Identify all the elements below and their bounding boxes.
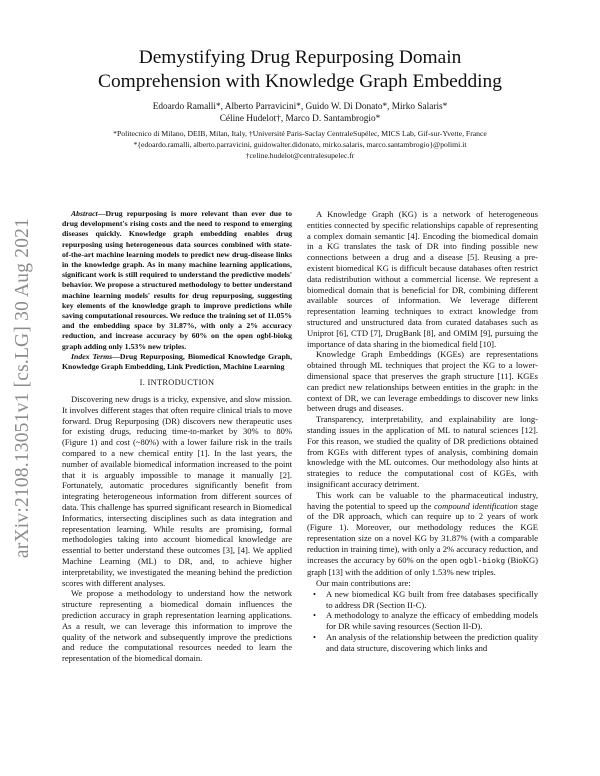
emphasis-text: compound identification — [434, 500, 518, 511]
title-line-1: Demystifying Drug Repurposing Domain — [138, 47, 462, 68]
list-item: • A methodology to analyze the efficacy of embedding models for DR while saving resources (Section II-D). — [307, 610, 538, 632]
title-line-2: Comprehension with Knowledge Graph Embedding — [98, 71, 502, 92]
affiliation-email-2: †celine.hudelot@centralesupelec.fr — [245, 151, 355, 160]
abstract-label: Abstract — [71, 209, 98, 218]
authors-line-2: Céline Hudelot†, Marco D. Santambrogio* — [219, 114, 381, 124]
affiliations — [0, 128, 600, 161]
left-column — [62, 209, 292, 664]
affiliation-line-1: *Politecnico di Milano, DEIB, Milan, Italy, †Université Paris-Saclay CentraleSupélec, MICS Lab, Gif-sur-Yvette, France — [113, 129, 487, 138]
index-terms-label: Index Terms — [71, 351, 113, 361]
abstract — [62, 209, 292, 352]
index-terms-text: —Drug Repurposing, Biomedical Knowledge Graph, Knowledge Graph Embedding, Link Prediction, Machine Learning — [62, 351, 293, 372]
right-column — [307, 209, 538, 654]
paragraph: We propose a methodology to understand how the network structure representing a biomedical domain influences the prediction accuracy in graph representation learning applications. As a result, we can leverage this information to improve the quality of the network and subsequently improve the predictions and reduce the computational resources needed to learn the representation of the biomedical domain. — [62, 588, 292, 664]
paragraph: Knowledge Graph Embeddings (KGEs) are representations obtained through ML techniques that project the KG to a lower-dimensional space that preserves the graph structure [11]. KGEs can predict new relationships between entities in the graph: in the context of DR, we can leverage embeddings to discover new links between drugs and diseases. — [307, 349, 538, 414]
author-list — [0, 101, 600, 125]
section-heading-introduction: I. INTRODUCTION — [139, 378, 215, 388]
paragraph: Transparency, interpretability, and explainability are long-standing issues in the application of ML to natural sciences [12]. For this reason, we studied the quality of DR predictions obtained from KGEs with different types of analysis, combining domain knowledge with the ML outcomes. Our methodology also hints at strategies to reduce the computational cost of KGEs, with insignificant accuracy detriment. — [307, 414, 538, 489]
contributions-list — [307, 589, 538, 654]
paragraph-text: This work can be valuable to the pharmaceutical industry, having the potential to speed up the — [307, 489, 538, 511]
paragraph-text: (BioKG) graph [13] with the addition of only 1.53% new triples. — [307, 554, 538, 578]
arxiv-stamp — [10, 197, 35, 578]
index-terms — [62, 352, 292, 372]
list-item: • An analysis of the relationship between the prediction quality and data structure, discovering which links and — [307, 632, 538, 654]
paragraph-text: stage of the DR approach, which can require up to 2 years of work (Figure 1). Moreover, our methodology reduces the KGE representation size on a novel KG by 31.87% (with a comparable reduction in training time), with only a 2% accuracy reduction, and increases the accuracy by 60% on the open — [307, 500, 539, 565]
paragraph: A Knowledge Graph (KG) is a network of heterogeneous entities connected by specific relationships capable of representing a complex domain semantic [4]. Encoding the biomedical domain in a KG translates the task of DR into finding possible new connections between a drug and a disease [5]. Reusing a pre-existent biomedical KG is difficult because databases often restrict data redistribution without a commercial license. We represent a biomedical domain that is beneficial for DR, combining different available sources of information. We leverage different representation learning techniques to extract knowledge from structured and unstructured data from curated databases such as Uniprot [6], CTD [7], DrugBank [8], and OMIM [9], pursuing the importance of data sharing in the biomedical field [10]. — [307, 209, 538, 349]
abstract-text: —Drug repurposing is more relevant than ever due to drug development's rising costs and the need to respond to emerging diseases quickly. Knowledge graph embedding enables drug repurposing using heterogeneous data sources combined with state-of-the-art machine learning models to predict new drug-disease links in the knowledge graph. As in many machine learning applications, significant work is still required to understand the predictive models' behavior. We propose a structured methodology to better understand machine learning models' results for drug repurposing, suggesting key elements of the knowledge graph to improve predictions while saving computational resources. We reduce the training set of 11.05% and the embedding space by 31.87%, with only a 2% accuracy reduction, and increase accuracy by 60% on the open ogbl-biokg graph adding only 1.53% new triples. — [62, 209, 292, 351]
authors-line-1: Edoardo Ramalli*, Alberto Parravicini*, Guido W. Di Donato*, Mirko Salaris* — [152, 102, 448, 112]
dataset-name: ogbl-biokg — [459, 557, 506, 566]
paragraph — [307, 490, 538, 578]
paper-title — [0, 46, 600, 94]
affiliation-emails: *{edoardo.ramalli, alberto.parravicini, guidowalter.didonato, mirko.salaris, marco.santambrogio}@polimi.it — [133, 140, 467, 149]
paragraph: Our main contributions are: — [316, 578, 411, 589]
paragraph: Discovering new drugs is a tricky, expensive, and slow mission. It involves different stages that often require clinical trials to move forward. Drug Repurposing (DR) discovers new therapeutic uses for existing drugs, reducing time-to-market by 30% to 80% (Figure 1) and cost (~80%) with a lower failure risk in the trails compared to a new chemical entity [1]. In the last years, the number of available biomedical information increased to the point that it is arguably impossible to manage it manually [2]. Fortunately, automatic procedures significantly benefit from integrating heterogeneous information from different sources of data. This challenge has spurred significant research in Biomedical Informatics, intersecting disciplines such as data integration and representation learning. While results are promising, formal methodologies taking into account biomedical knowledge are essential to better understand these outcomes [3], [4]. We applied Machine Learning (ML) to DR, and, to achieve higher interpretability, we investigated the meaning behind the prediction scores with different analyses. — [62, 394, 292, 588]
arxiv-id: arXiv:2108.13051v1 [cs.LG] 30 Aug 2021 — [11, 217, 33, 558]
list-item: • A new biomedical KG built from free databases specifically to address DR (Section II-C). — [307, 589, 538, 611]
